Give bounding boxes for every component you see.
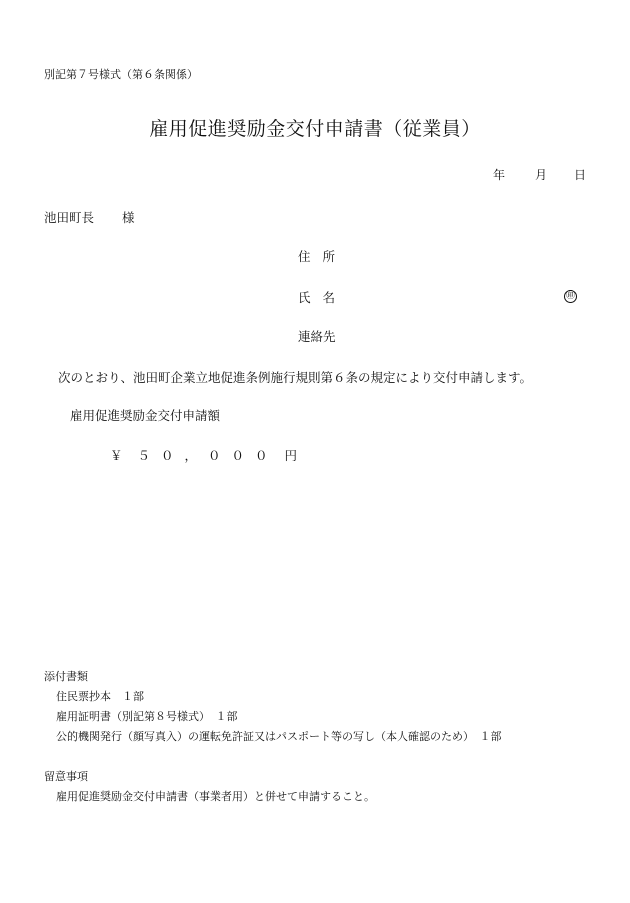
document-title: 雇用促進奨励金交付申請書（従業員） (149, 118, 481, 140)
amount-value: ５０，０００ (137, 448, 279, 463)
applicant-name-label: 氏名 (298, 290, 348, 305)
notes-title: 留意事項 (44, 770, 88, 783)
notes-item: 雇用促進奨励金交付申請書（事業者用）と併せて申請すること。 (56, 790, 375, 803)
application-statement: 次のとおり、池田町企業立地促進条例施行規則第６条の規定により交付申請します。 (58, 370, 533, 385)
applicant-contact-label: 連絡先 (298, 329, 336, 344)
currency-symbol: ￥ (110, 448, 124, 463)
addressee-name: 池田町長 (44, 210, 95, 225)
amount-row (110, 446, 298, 464)
amount-label: 雇用促進奨励金交付申請額 (70, 408, 221, 423)
date-month-label: 月 (535, 168, 548, 182)
seal-mark-icon: ㊞ (565, 291, 575, 301)
date-day-label: 日 (574, 168, 587, 182)
form-number-label: 別記第７号様式（第６条関係） (44, 68, 198, 81)
applicant-address-label: 住所 (298, 249, 348, 264)
attachment-item: 公的機関発行（顔写真入）の運転免許証又はパスポート等の写し（本人確認のため） １部 (56, 730, 502, 743)
attachments-title: 添付書類 (44, 670, 88, 683)
addressee (44, 208, 135, 226)
attachment-item: 住民票抄本 １部 (56, 690, 144, 703)
date-year-label: 年 (493, 168, 506, 182)
amount-unit: 円 (284, 448, 299, 463)
addressee-honorific: 様 (122, 210, 135, 225)
attachment-item: 雇用証明書（別記第８号様式） １部 (56, 710, 238, 723)
